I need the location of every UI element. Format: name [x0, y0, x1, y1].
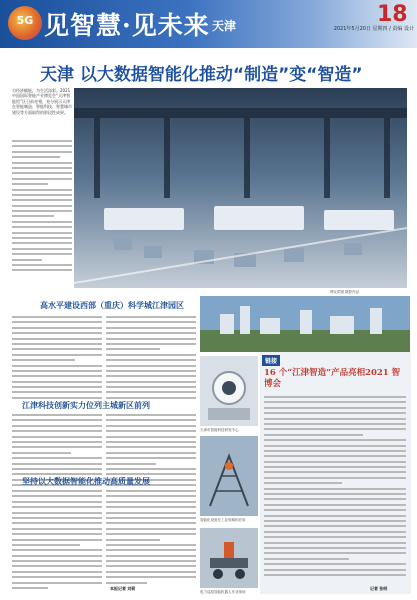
byline-left: 本报记者 刘莉: [110, 586, 136, 591]
drone-photo: [200, 436, 258, 516]
tower-photo-caption: 电力巡检智能机器人作业现场: [200, 590, 246, 594]
drone-photo-caption: 智能化设备在工业领域的应用: [200, 518, 246, 522]
section-body-lines: [12, 490, 102, 592]
sidebar-tag: 链接: [262, 355, 280, 366]
section-heading: 高水平建设西部（重庆）科学城江津园区: [40, 301, 184, 310]
factory-photo: [74, 88, 407, 288]
section-body-lines: [12, 316, 102, 402]
lead-text: 为经济赋能，为生活添彩。2021中国国际智能产业博览会“天津智能馆”区日前亮相，充分展示天津在智能制造、智能科技、智慧城市建设等方面取得的阶段性成果。: [12, 88, 72, 115]
masthead-title: 见智慧·见未来: [44, 11, 210, 40]
sidebar-body-lines: [264, 396, 406, 579]
page-headline: 天津 以大数据智能化推动“制造”变“智造”: [40, 65, 363, 85]
section-heading: 坚持以大数据智能化推动高质量发展: [22, 477, 150, 486]
section-body-lines: [106, 316, 196, 402]
masthead-meta: 2021年5月20日 星期四 / 责编 设计: [333, 26, 414, 32]
masthead-region: 天津: [212, 19, 237, 33]
lab-photo-caption: 天津市智能科技研发中心: [200, 428, 239, 432]
city-photo: [200, 296, 410, 352]
lab-photo: [200, 356, 258, 426]
tower-photo: [200, 528, 258, 588]
section-heading: 江津科技创新实力位列主城新区前列: [22, 401, 150, 410]
page-number: 18: [377, 2, 408, 27]
section-body-lines: [106, 490, 196, 587]
lead-body-lines: [12, 140, 72, 275]
byline-right: 记者 张明: [370, 586, 388, 591]
factory-photo-caption: 网友供图 摄影作品: [330, 290, 360, 294]
logo-text: 5G: [16, 14, 34, 27]
sidebar-title: 16 个“江津智造”产品亮相2021 智博会: [264, 368, 401, 389]
